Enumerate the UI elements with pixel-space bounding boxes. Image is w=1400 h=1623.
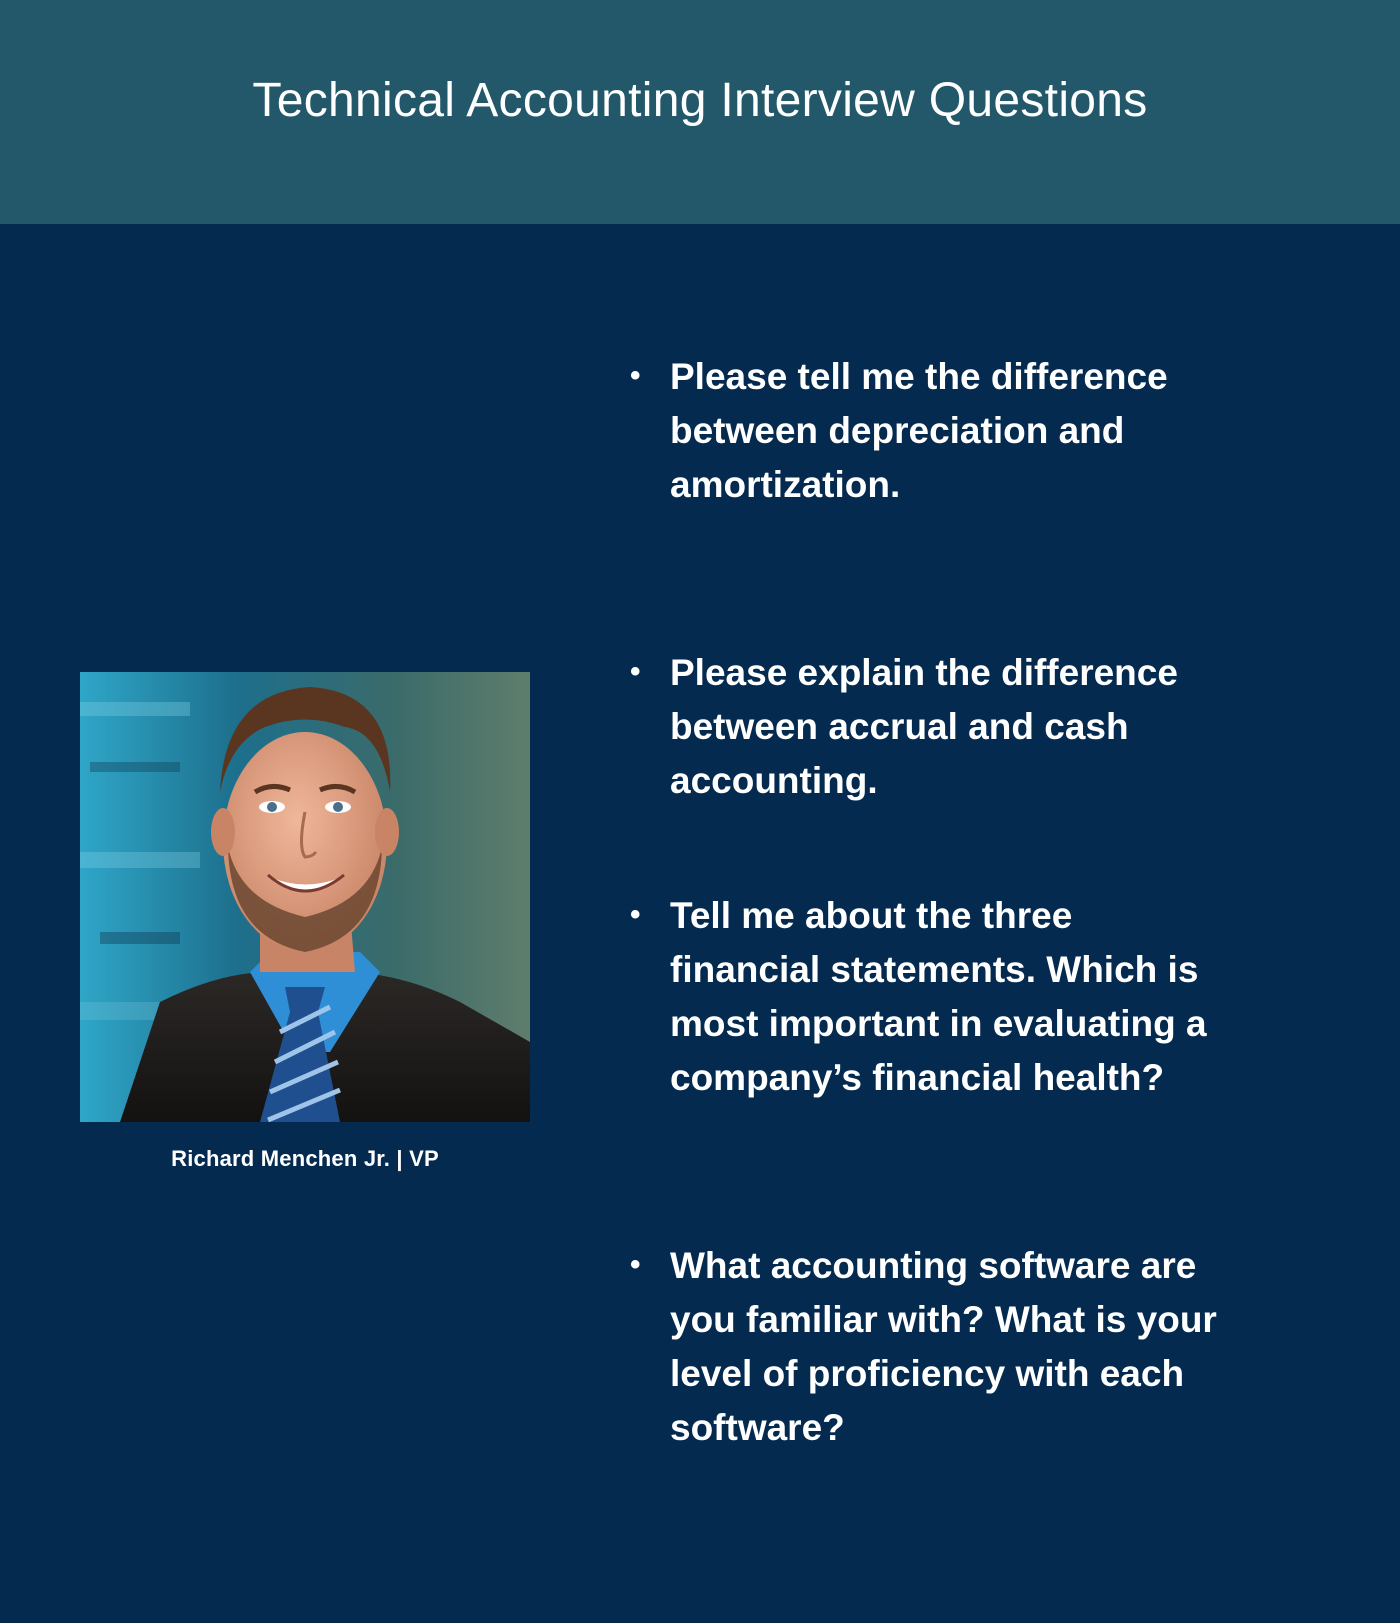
- profile-photo: [80, 672, 530, 1122]
- portrait-image: [80, 672, 530, 1122]
- page-title: Technical Accounting Interview Questions: [252, 73, 1148, 127]
- bullet-icon: •: [630, 359, 641, 392]
- header-banner: [0, 0, 1400, 224]
- question-item: [630, 350, 1250, 512]
- question-text: Please explain the difference between accrual and cash accounting.: [670, 652, 1178, 801]
- bullet-icon: •: [630, 1248, 641, 1281]
- question-text: What accounting software are you familiar with? What is your level of proficiency with each software?: [670, 1245, 1217, 1448]
- main-content: [0, 224, 1400, 1623]
- question-item: [630, 646, 1250, 808]
- question-item: [630, 1239, 1250, 1455]
- question-text: Please tell me the difference between depreciation and amortization.: [670, 356, 1168, 505]
- question-item: [630, 889, 1250, 1105]
- bullet-icon: •: [630, 655, 641, 688]
- bullet-icon: •: [630, 898, 641, 931]
- profile-caption: Richard Menchen Jr. | VP: [171, 1146, 439, 1171]
- question-text: Tell me about the three financial statements. Which is most important in evaluating a company’s financial health?: [670, 895, 1207, 1098]
